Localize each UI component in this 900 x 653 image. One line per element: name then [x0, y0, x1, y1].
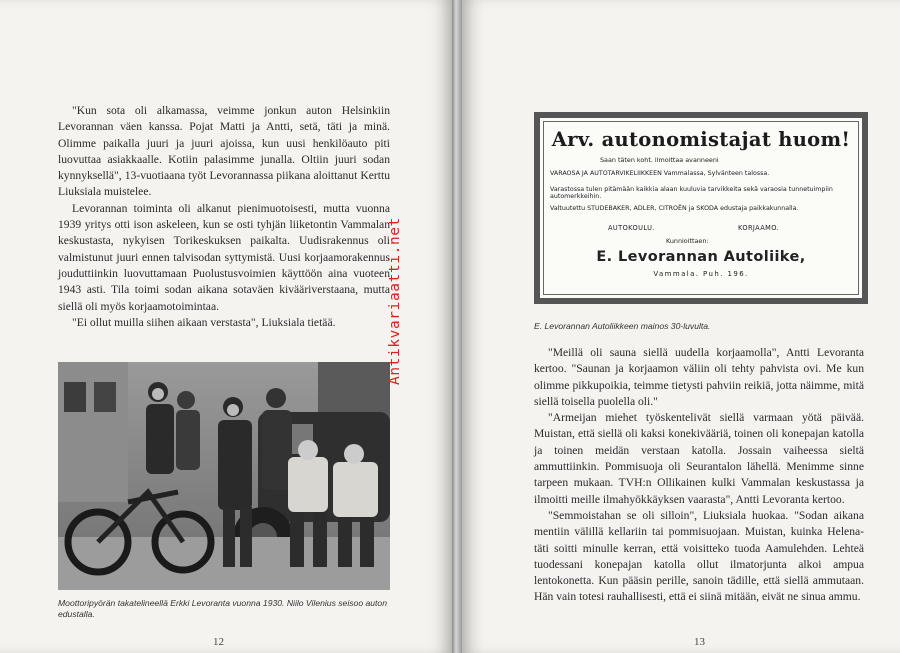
paragraph: "Armeijan miehet työskentelivät siellä varmaan yötä päivää. Muistan, että siellä oli kaksi konekivääriä, toinen oli konepajan katolla ja toinen meidän verstaan katolla. Jossain vaiheessa sieltä ammuttiinkin. Pommisuoja oli Seurantalon lähellä. Menimme sinne tarpeen mukaan. TVH:n Ollikainen kulki Vammalan keskustassa ja ilmoitti meille ilmahyökkäyksen vaarasta", Antti Levoranta kertoo.	[534, 411, 864, 506]
ad-korjaamo: KORJAAMO.	[738, 224, 780, 232]
ad-subtitle: Saan täten koht. ilmoittaa avanneeni	[600, 156, 719, 164]
paragraph: Levorannan toiminta oli alkanut pienimuotoisesti, mutta vuonna 1939 yritys otti ison askeleen, kun se osti tyhjän liiketontin Vammalan keskustasta, nykyisen Torikeskuksen paikalta. Uudisrakennus oli valmistunut juuri ennen talvisodan syttymistä. Uusi korjaamorakennus jouduttiinkin luovuttamaan Puolustusvoimien käyttöön aina vuoteen 1943 asti. Tila toimi sodan aikana sotaväen kivääriverstaana, mutta siellä oli myös korjaamotoimintaa.	[58, 201, 390, 313]
left-body-text	[58, 103, 390, 331]
ad-line: Varastossa tulen pitämään kaikkia alaan kuuluvia tarvikkeita sekä varaosia tunnetuimpiin automerkkeihin.	[550, 186, 833, 201]
paragraph: "Meillä oli sauna siellä uudella korjaamolla", Antti Levoranta kertoo. "Saunan ja korjaamon väliin oli tehty pahvista ovi. Me kun olimme pikkupoikia, teimme tietysti pahviin reikiä, jotta näimme, mitä siellä toisella puolella oli."	[534, 346, 864, 408]
newspaper-advertisement	[534, 112, 868, 304]
ad-line: Valtuutettu STUDEBAKER, ADLER, CITROËN ja SKODA edustaja paikkakunnalla.	[550, 205, 799, 212]
ad-kunnioittaen: Kunnioittaen:	[666, 237, 709, 245]
paragraph: "Kun sota oli alkamassa, veimme jonkun auton Helsinkiin Levorannan väen kanssa. Pojat Matti ja Antti, setä, täti ja minä. Olimme paikalla juuri ja juuri ajoissa, kun uusi henkilöauto piti luovuttaa asiakkaalle. Kotiin palasimme junalla. Oltiin juuri sodan kynnyksellä", 13-vuotiaana työt Levorannassa piikana aloittanut Kerttu Liuksiala muistelee.	[58, 104, 390, 199]
right-page	[462, 0, 900, 653]
ad-title: Arv. autonomistajat huom!	[551, 128, 851, 151]
ad-caption: E. Levorannan Autoliikkeen mainos 30-luvulta.	[534, 321, 711, 331]
ad-address: Vammala. Puh. 196.	[653, 270, 749, 278]
paragraph: "Semmoistahan se oli silloin", Liuksiala huokaa. "Sodan aikana mentiin välillä kellariin tai pommisuojaan. Muistan, kuinka Helena-täti soitti minulle kerran, että voisitteko tuoda Aamulehden. Lehteä tuodessani konepajan katolla ollut ilmatorjunta alkoi ampua lentokonetta. Kun pääsin perille, sanoin tädille, että siellä ammutaan. Hän vain totesi rauhallisesti, että ei siinä mitään, eivät ne sinua ammu.	[534, 508, 864, 604]
watermark: Antikvariaatti.net	[387, 217, 403, 385]
ad-autokoulu: AUTOKOULU.	[608, 224, 655, 232]
right-body-text	[534, 345, 864, 606]
photo-caption: Moottoripyörän takatelineellä Erkki Levoranta vuonna 1930. Niilo Vilenius seisoo auton edustalla.	[58, 598, 387, 619]
book-gutter	[452, 0, 462, 653]
ad-company-name: E. Levorannan Autoliike,	[596, 249, 806, 265]
ad-line: VARAOSA JA AUTOTARVIKELIIKKEEN Vammalassa, Sylvänteen talossa.	[550, 170, 770, 177]
page-number: 13	[694, 636, 705, 648]
historical-photo	[58, 362, 390, 590]
page-number: 12	[213, 636, 224, 648]
paragraph: "Ei ollut muilla siihen aikaan verstasta", Liuksiala tietää.	[72, 315, 336, 329]
